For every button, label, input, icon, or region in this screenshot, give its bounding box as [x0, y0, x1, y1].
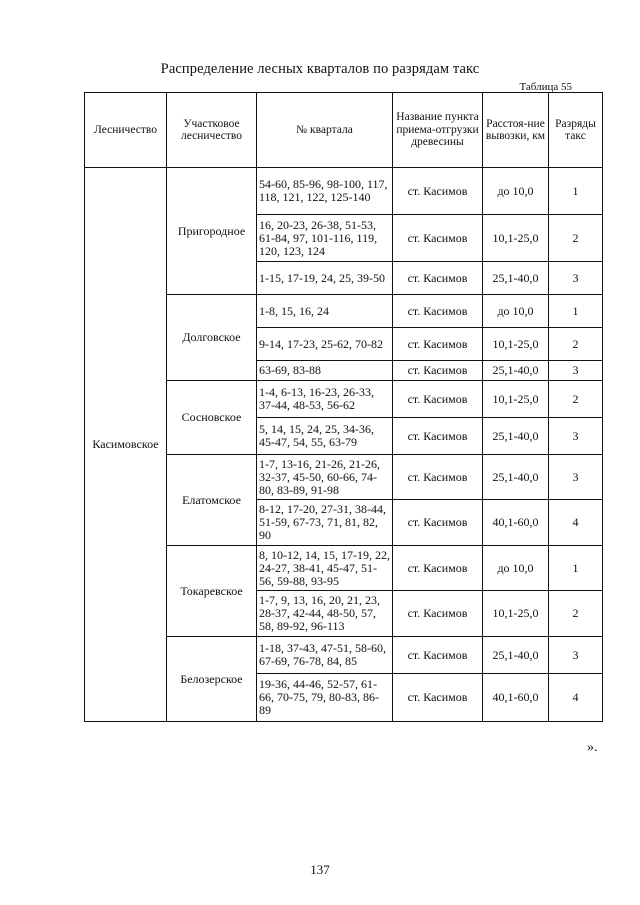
quarter-numbers-cell: 5, 14, 15, 24, 25, 34-36, 45-47, 54, 55, 63-79: [257, 418, 393, 455]
quarter-numbers-cell: 1-4, 6-13, 16-23, 26-33, 37-44, 48-53, 56-62: [257, 381, 393, 418]
district-cell: Токаревское: [167, 546, 257, 637]
category-cell: 1: [549, 168, 603, 215]
distance-cell: 25,1-40,0: [483, 418, 549, 455]
table-row: [85, 168, 603, 215]
quarter-numbers-cell: 9-14, 17-23, 25-62, 70-82: [257, 328, 393, 361]
station-cell: ст. Касимов: [393, 361, 483, 381]
quarter-numbers-cell: 1-7, 13-16, 21-26, 21-26, 32-37, 45-50, 60-66, 74-80, 83-89, 91-98: [257, 455, 393, 500]
quarter-numbers-cell: 54-60, 85-96, 98-100, 117, 118, 121, 122, 125-140: [257, 168, 393, 215]
header-forestry: Лесничество: [85, 93, 167, 168]
distance-cell: 10,1-25,0: [483, 591, 549, 637]
header-row: [85, 93, 603, 168]
quarter-numbers-cell: 63-69, 83-88: [257, 361, 393, 381]
district-cell: Сосновское: [167, 381, 257, 455]
district-cell: Долговское: [167, 295, 257, 381]
header-station: Название пункта приема-отгрузки древесины: [393, 93, 483, 168]
distance-cell: 10,1-25,0: [483, 215, 549, 262]
station-cell: ст. Касимов: [393, 546, 483, 591]
category-cell: 1: [549, 546, 603, 591]
distance-cell: 40,1-60,0: [483, 674, 549, 722]
category-cell: 4: [549, 500, 603, 546]
category-cell: 2: [549, 328, 603, 361]
category-cell: 1: [549, 295, 603, 328]
header-district: Участковое лесничество: [167, 93, 257, 168]
quarter-numbers-cell: 16, 20-23, 26-38, 51-53, 61-84, 97, 101-116, 119, 120, 123, 124: [257, 215, 393, 262]
station-cell: ст. Касимов: [393, 295, 483, 328]
table-label: Таблица 55: [519, 81, 572, 93]
station-cell: ст. Касимов: [393, 381, 483, 418]
header-category: Разряды такс: [549, 93, 603, 168]
distance-cell: до 10,0: [483, 546, 549, 591]
closing-quote: ».: [587, 740, 598, 755]
distance-cell: 25,1-40,0: [483, 455, 549, 500]
station-cell: ст. Касимов: [393, 418, 483, 455]
forestry-cell: Касимовское: [85, 168, 167, 722]
category-cell: 2: [549, 591, 603, 637]
category-cell: 2: [549, 215, 603, 262]
quarter-numbers-cell: 8-12, 17-20, 27-31, 38-44, 51-59, 67-73, 71, 81, 82, 90: [257, 500, 393, 546]
district-cell: Белозерское: [167, 637, 257, 722]
distance-cell: до 10,0: [483, 295, 549, 328]
station-cell: ст. Касимов: [393, 455, 483, 500]
distance-cell: 25,1-40,0: [483, 262, 549, 295]
page-number: 137: [310, 862, 330, 877]
forest-quarters-table: [84, 92, 603, 722]
category-cell: 3: [549, 455, 603, 500]
distance-cell: 40,1-60,0: [483, 500, 549, 546]
page-title: Распределение лесных кварталов по разрядам такс: [160, 61, 480, 77]
category-cell: 4: [549, 674, 603, 722]
category-cell: 2: [549, 381, 603, 418]
station-cell: ст. Касимов: [393, 591, 483, 637]
distance-cell: 25,1-40,0: [483, 361, 549, 381]
category-cell: 3: [549, 262, 603, 295]
distance-cell: 10,1-25,0: [483, 328, 549, 361]
quarter-numbers-cell: 1-15, 17-19, 24, 25, 39-50: [257, 262, 393, 295]
distance-cell: до 10,0: [483, 168, 549, 215]
station-cell: ст. Касимов: [393, 215, 483, 262]
quarter-numbers-cell: 1-7, 9, 13, 16, 20, 21, 23, 28-37, 42-44, 48-50, 57, 58, 89-92, 96-113: [257, 591, 393, 637]
station-cell: ст. Касимов: [393, 168, 483, 215]
station-cell: ст. Касимов: [393, 328, 483, 361]
district-cell: Пригородное: [167, 168, 257, 295]
quarter-numbers-cell: 1-8, 15, 16, 24: [257, 295, 393, 328]
quarter-numbers-cell: 19-36, 44-46, 52-57, 61-66, 70-75, 79, 80-83, 86-89: [257, 674, 393, 722]
station-cell: ст. Касимов: [393, 637, 483, 674]
quarter-numbers-cell: 8, 10-12, 14, 15, 17-19, 22, 24-27, 38-41, 45-47, 51-56, 59-88, 93-95: [257, 546, 393, 591]
distance-cell: 25,1-40,0: [483, 637, 549, 674]
header-distance: Расстоя-ние вывозки, км: [483, 93, 549, 168]
station-cell: ст. Касимов: [393, 500, 483, 546]
quarter-numbers-cell: 1-18, 37-43, 47-51, 58-60, 67-69, 76-78, 84, 85: [257, 637, 393, 674]
station-cell: ст. Касимов: [393, 262, 483, 295]
category-cell: 3: [549, 637, 603, 674]
category-cell: 3: [549, 418, 603, 455]
category-cell: 3: [549, 361, 603, 381]
district-cell: Елатомское: [167, 455, 257, 546]
distance-cell: 10,1-25,0: [483, 381, 549, 418]
header-quarter: № квартала: [257, 93, 393, 168]
station-cell: ст. Касимов: [393, 674, 483, 722]
